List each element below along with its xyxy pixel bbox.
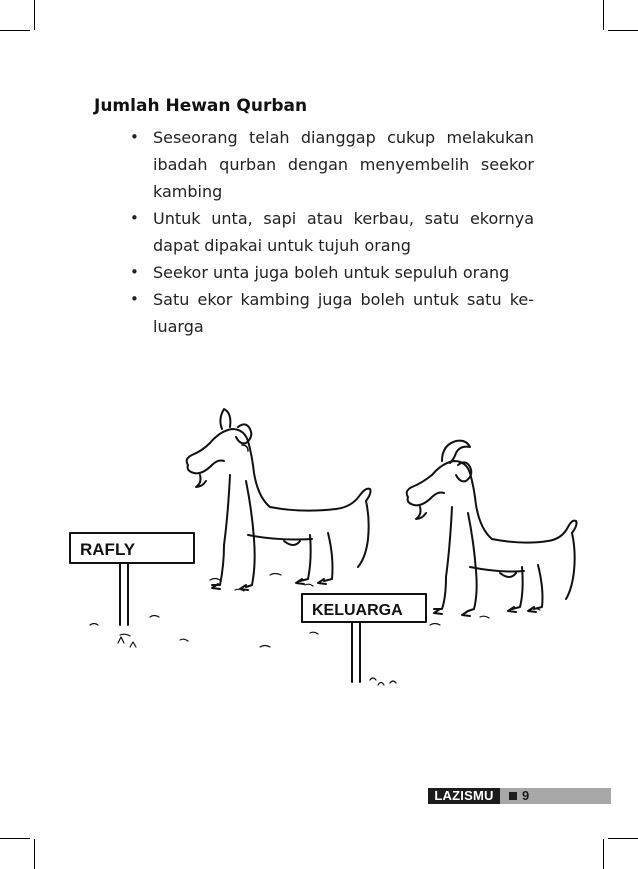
page-number: 9: [522, 788, 530, 803]
goats-illustration: [60, 385, 580, 715]
bullet-icon: •: [130, 209, 139, 227]
crop-mark-bottom-right-h: [608, 838, 638, 839]
list-item: [130, 286, 534, 340]
bullet-list: [130, 124, 534, 340]
crop-mark-bottom-left-v: [34, 839, 35, 869]
goat-right: [407, 441, 577, 616]
bullet-icon: •: [130, 263, 139, 281]
list-item-text: Seekor unta juga boleh untuk sepuluh orang: [153, 263, 510, 282]
crop-mark-top-right-h: [608, 30, 638, 31]
list-item: [130, 205, 534, 259]
crop-mark-bottom-right-v: [603, 839, 604, 869]
crop-mark-top-right-v: [603, 0, 604, 30]
bullet-icon: •: [130, 290, 139, 308]
list-item: [130, 259, 534, 286]
crop-mark-top-left-v: [34, 0, 35, 30]
list-item-text: Seseorang telah dianggap cukup melakukan ibadah qurban dengan menyembelih seekor kambing: [153, 128, 534, 201]
ground-marks: [90, 574, 540, 686]
list-item-text: Satu ekor kambing juga boleh untuk satu ke-luarga: [153, 290, 534, 336]
sign-right-label: KELUARGA: [312, 602, 403, 619]
sign-left-label: RAFLY: [80, 540, 136, 559]
list-item-text: Untuk unta, sapi atau kerbau, satu ekornya dapat dipakai untuk tujuh orang: [153, 209, 534, 255]
list-item: [130, 124, 534, 205]
footer-brand: LAZISMU: [428, 788, 500, 804]
section-heading: Jumlah Hewan Qurban: [94, 96, 308, 116]
footer-square-icon: [509, 792, 517, 800]
bullet-icon: •: [130, 128, 139, 146]
goat-left: [187, 409, 371, 590]
crop-mark-bottom-left-h: [0, 838, 30, 839]
crop-mark-top-left-h: [0, 30, 30, 31]
